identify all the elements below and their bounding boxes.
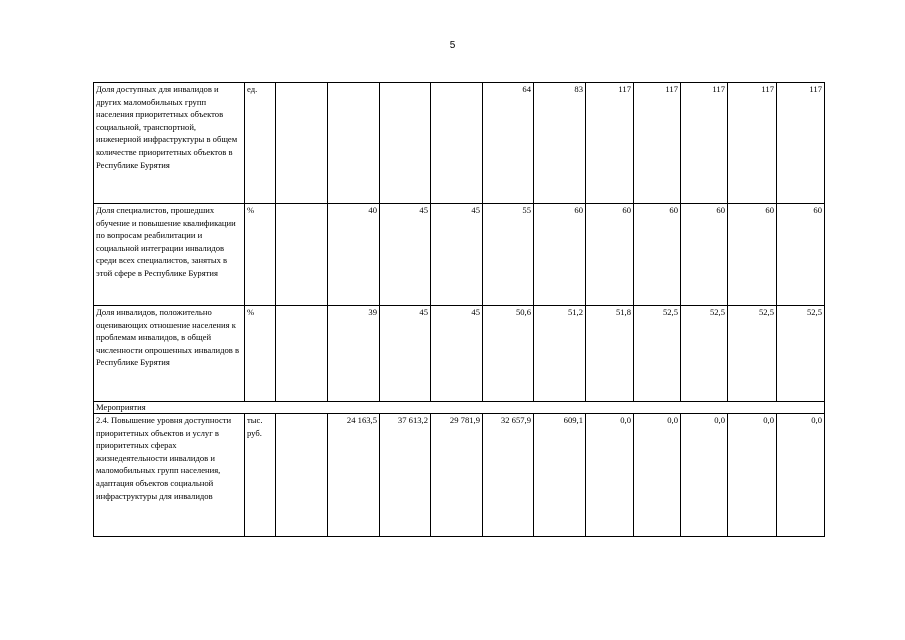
- value-cell: 29 781,9: [431, 414, 483, 537]
- value-cell: 40: [328, 204, 380, 306]
- value-cell: 0,0: [728, 414, 777, 537]
- value-cell: 0,0: [777, 414, 825, 537]
- value-cell: 39: [328, 306, 380, 402]
- value-cell: [380, 83, 431, 204]
- value-cell: 0,0: [586, 414, 634, 537]
- value-cell: 51,8: [586, 306, 634, 402]
- indicator-name: Доля инвалидов, положительно оценивающих отношение населения к проблемам инвалидов, в общей численности опрошенных инвалидов в Республике Бурятия: [94, 306, 245, 402]
- value-cell: 50,6: [483, 306, 534, 402]
- value-cell: 64: [483, 83, 534, 204]
- table-row: [94, 306, 825, 402]
- value-cell: 83: [534, 83, 586, 204]
- value-cell: 24 163,5: [328, 414, 380, 537]
- value-cell: 0,0: [681, 414, 728, 537]
- value-cell: [431, 83, 483, 204]
- value-cell: 45: [431, 306, 483, 402]
- value-cell: 60: [777, 204, 825, 306]
- measure-unit: тыс. руб.: [245, 414, 276, 537]
- indicator-name: Доля доступных для инвалидов и других маломобильных групп населения приоритетных объектов социальной, транспортной, инженерной инфраструктуры в общем количестве приоритетных объектов в Республике Бурятия: [94, 83, 245, 204]
- section-title: Мероприятия: [94, 402, 825, 414]
- value-cell: 37 613,2: [380, 414, 431, 537]
- value-cell: 45: [431, 204, 483, 306]
- value-cell: [276, 306, 328, 402]
- value-cell: 51,2: [534, 306, 586, 402]
- value-cell: [328, 83, 380, 204]
- table-row: [94, 83, 825, 204]
- value-cell: [276, 83, 328, 204]
- value-cell: 117: [586, 83, 634, 204]
- indicator-unit: %: [245, 204, 276, 306]
- value-cell: 60: [634, 204, 681, 306]
- value-cell: [276, 204, 328, 306]
- value-cell: 45: [380, 204, 431, 306]
- value-cell: 52,5: [634, 306, 681, 402]
- value-cell: 0,0: [634, 414, 681, 537]
- table-row: [94, 204, 825, 306]
- value-cell: 117: [777, 83, 825, 204]
- value-cell: 52,5: [728, 306, 777, 402]
- indicators-table: [93, 82, 825, 537]
- value-cell: [276, 414, 328, 537]
- indicator-name: Доля специалистов, прошедших обучение и повышение квалификации по вопросам реабилитации и социальной интеграции инвалидов среди всех специалистов, занятых в этой сфере в Республике Бурятия: [94, 204, 245, 306]
- value-cell: 117: [681, 83, 728, 204]
- measure-name: 2.4. Повышение уровня доступности приоритетных объектов и услуг в приоритетных сферах жизнедеятельности инвалидов и маломобильных групп населения, адаптация объектов социальной инфраструктуры для инвалидов: [94, 414, 245, 537]
- value-cell: 60: [728, 204, 777, 306]
- value-cell: 60: [681, 204, 728, 306]
- value-cell: 60: [534, 204, 586, 306]
- value-cell: 117: [634, 83, 681, 204]
- indicator-unit: ед.: [245, 83, 276, 204]
- value-cell: 55: [483, 204, 534, 306]
- table-row: [94, 414, 825, 537]
- indicator-unit: %: [245, 306, 276, 402]
- value-cell: 60: [586, 204, 634, 306]
- value-cell: 45: [380, 306, 431, 402]
- value-cell: 32 657,9: [483, 414, 534, 537]
- value-cell: 52,5: [777, 306, 825, 402]
- value-cell: 117: [728, 83, 777, 204]
- value-cell: 609,1: [534, 414, 586, 537]
- value-cell: 52,5: [681, 306, 728, 402]
- page-number: 5: [449, 40, 456, 51]
- section-row: [94, 402, 825, 414]
